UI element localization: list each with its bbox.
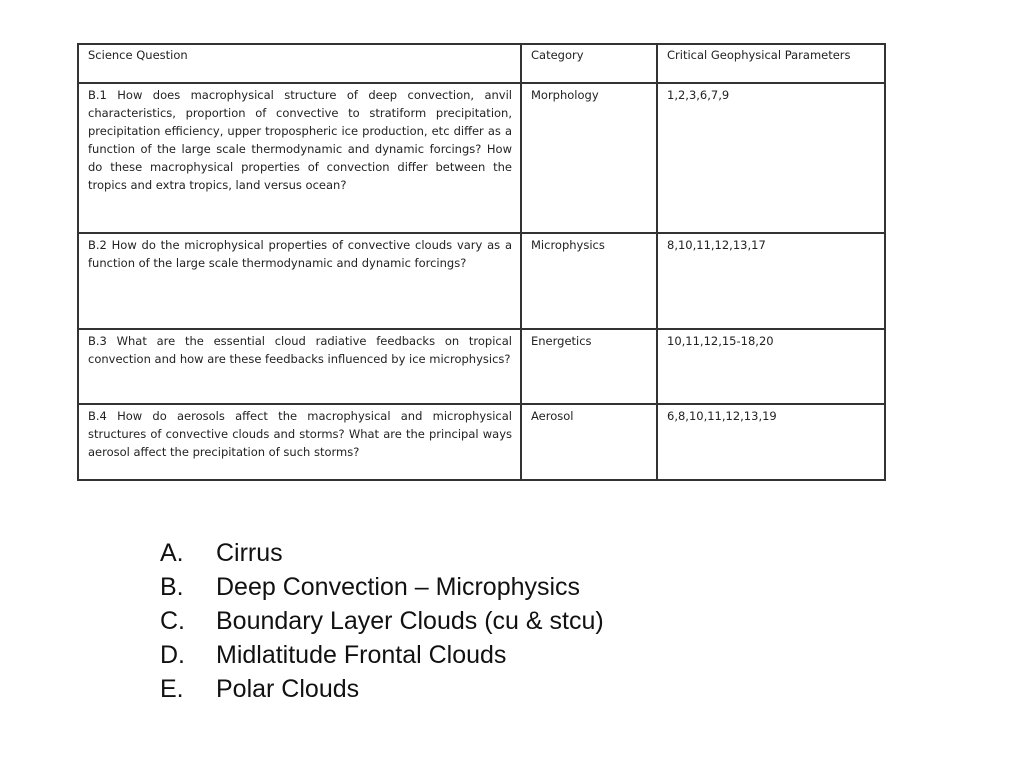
list-marker: D. [160,641,185,669]
list-item [160,570,604,604]
header-science-question: Science Question [78,44,521,83]
topic-label: Polar Clouds [216,675,360,703]
table-header-row [78,44,885,83]
topic-label: Midlatitude Frontal Clouds [216,641,507,669]
list-item [160,536,604,570]
list-marker: B. [160,573,184,601]
category-cell: Morphology [521,83,657,233]
topic-label: Cirrus [216,539,283,567]
cloud-topic-list [160,536,604,706]
parameters-cell: 10,11,12,15-18,20 [657,329,885,404]
parameters-cell: 8,10,11,12,13,17 [657,233,885,329]
question-cell: B.4 How do aerosols affect the macrophysical and microphysical structures of convective clouds and storms? What are the principal ways aerosol affect the precipitation of such storms? [78,404,521,480]
category-cell: Microphysics [521,233,657,329]
list-item [160,604,604,638]
table-row [78,404,885,480]
question-cell: B.2 How do the microphysical properties of convective clouds vary as a function of the large scale thermodynamic and dynamic forcings? [78,233,521,329]
list-marker: E. [160,675,184,703]
header-critical-parameters: Critical Geophysical Parameters [657,44,885,83]
list-marker: A. [160,539,184,567]
topic-label: Boundary Layer Clouds (cu & stcu) [216,607,604,635]
category-cell: Energetics [521,329,657,404]
topic-label: Deep Convection – Microphysics [216,573,581,601]
list-item [160,672,604,706]
table-row [78,83,885,233]
question-cell: B.3 What are the essential cloud radiative feedbacks on tropical convection and how are these feedbacks influenced by ice microphysics? [78,329,521,404]
category-cell: Aerosol [521,404,657,480]
parameters-cell: 1,2,3,6,7,9 [657,83,885,233]
list-marker: C. [160,607,185,635]
list-item [160,638,604,672]
question-cell: B.1 How does macrophysical structure of deep convection, anvil characteristics, proportion of convective to stratiform precipitation, precipitation efficiency, upper tropospheric ice production, etc differ as a function of the large scale thermodynamic and dynamic forcings? How do these macrophysical properties of convection differ between the tropics and extra tropics, land versus ocean? [78,83,521,233]
table-row [78,329,885,404]
science-questions-table [77,43,886,481]
table-row [78,233,885,329]
header-category: Category [521,44,657,83]
parameters-cell: 6,8,10,11,12,13,19 [657,404,885,480]
